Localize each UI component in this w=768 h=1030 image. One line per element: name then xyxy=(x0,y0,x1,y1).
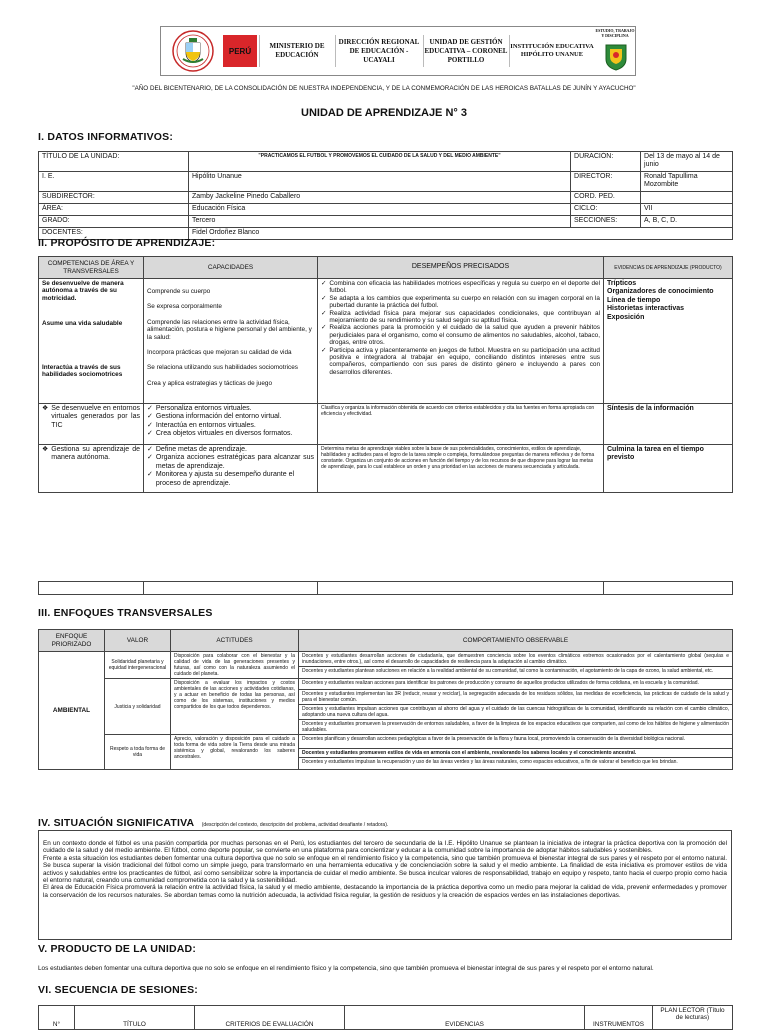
grado-label: GRADO: xyxy=(39,215,189,227)
tic-capacidades-cell xyxy=(144,404,318,445)
blank-cell xyxy=(604,582,733,595)
sesiones-header-plan-lector: PLAN LECTOR (Título de lecturas) xyxy=(653,1006,733,1030)
capacidades-cell xyxy=(144,279,318,404)
evidencia-item: Historietas interactivas xyxy=(607,305,685,313)
competencia-sociomotriz: Interactúa a través de sus habilidades sociomotrices xyxy=(42,363,123,379)
cord-label: CORD. PED. xyxy=(571,191,641,203)
sesiones-header-numero: N° xyxy=(39,1006,75,1030)
grado-value: Tercero xyxy=(189,215,571,227)
valor-justicia: Justicia y solidaridad xyxy=(105,679,171,735)
check-icon: ✓ xyxy=(321,294,327,302)
diamond-bullet-icon: ❖ xyxy=(42,446,49,453)
comportamiento-item: Docentes planifican y desarrollan acciones pedagógicas a favor de la preservación de la flora y fauna local, promoviendo la conservación de la diversidad biológica nacional. xyxy=(299,735,733,749)
situacion-paragraph: El área de Educación Física promoverá la relación entre la actividad física, la salud y el medio ambiente, destacando la importancia de la práctica deportiva como un medio para mejorar la calidad de vida, prevenir enfermedades y promover la conservación de los recursos naturales. Se abordan temas como la nutrición adecuada, la actividad física regular, la gestión de residuos y la creación de espacios verdes en las instalaciones deportivas. xyxy=(43,884,727,899)
tic-capacidad-text: Crea objetos virtuales en diversos formatos. xyxy=(155,430,293,438)
valor-solidaridad: Solidaridad planetaria y equidad intergeneracional xyxy=(105,652,171,679)
header-banner xyxy=(160,26,636,76)
proposito-header-competencias: COMPETENCIAS DE ÁREA Y TRANSVERSALES xyxy=(39,257,144,279)
tic-capacidad-text: Gestiona información del entorno virtual. xyxy=(155,413,282,421)
comportamiento-item: Docentes y estudiantes impulsan acciones que contribuyan al ahorro del agua y el cuidado de las cuencas hidrográficas de la comunidad, identificando su relación con el cambio climático, adoptando una nueva cultura del agua. xyxy=(299,705,733,720)
check-icon: ✓ xyxy=(321,309,327,317)
area-label: ÁREA: xyxy=(39,203,189,215)
capacidad-item: Se relaciona utilizando sus habilidades sociomotrices xyxy=(147,364,298,372)
comportamiento-item: Docentes y estudiantes plantean soluciones en relación a la realidad ambiental de su comunidad, tal como la contaminación, el agotamiento de la capa de ozono, la salud ambiental, etc. xyxy=(299,667,733,679)
desempeno-text: Participa activa y placenteramente en juegos de futbol. Muestra en su participación una actitud positiva e integradora al trabajar en equipo, conciliando distintos intereses entre sus compañeros, compartiendo con sus pares de distinto género e incluyendo a pares con desarrollos diferentes. xyxy=(329,346,600,376)
enfoques-table xyxy=(38,629,733,770)
tic-desempeno-cell: Clasifica y organiza la información obtenida de acuerdo con criterios establecidos y cita las fuentes en forma apropiada con eficiencia y efectividad. xyxy=(318,404,604,445)
tic-competencia-text: Se desenvuelve en entornos virtuales generados por las TIC xyxy=(51,405,141,429)
sesiones-table xyxy=(38,1005,733,1030)
check-icon: ✓ xyxy=(147,405,153,412)
check-icon: ✓ xyxy=(147,430,153,438)
area-value: Educación Física xyxy=(189,203,571,215)
desempeno-item xyxy=(321,347,600,377)
section-4-subtitle: (descripción del contexto, descripción del problema, actividad desafiante / retadora). xyxy=(201,822,389,828)
autonomo-capacidad-text: Monitorea y ajusta su desempeño durante el proceso de aprendizaje. xyxy=(155,471,295,487)
comportamiento-item: Docentes y estudiantes implementan las 3R (reducir, reusar y reciclar), la segregación adecuada de los residuos sólidos, las medidas de ecoeficiencia, las prácticas de cuidado de la salud y para el bienestar común. xyxy=(299,690,733,705)
section-4-heading xyxy=(38,813,388,831)
valor-header: VALOR xyxy=(105,630,171,652)
autonomo-capacidad-text: Define metas de aprendizaje. xyxy=(155,446,247,453)
desempeno-text: Realiza actividad física para mejorar sus capacidades condicionales, que contribuyan al mejoramiento de su rendimiento y su salud según su aptitud física. xyxy=(329,309,600,325)
section-2-title: II. PROPÓSITO DE APRENDIZAJE: xyxy=(38,237,216,249)
comportamiento-item: Docentes y estudiantes promueven la preservación de entornos saludables, a favor de la limpieza de los espacios educativos que comparten, así como de los hábitos de higiene y alimentación saludables. xyxy=(299,720,733,735)
check-icon: ✓ xyxy=(147,421,153,429)
blank-cell xyxy=(318,582,604,595)
proposito-header-desempenos: DESEMPEÑOS PRECISADOS xyxy=(318,257,604,279)
director-value: Ronald Tapullima Mozombite xyxy=(641,171,733,191)
autonomo-competencia-cell xyxy=(39,445,144,493)
school-logo-icon xyxy=(603,43,629,71)
autonomo-desempeno-cell: Determina metas de aprendizaje viables sobre la base de sus potencialidades, conocimientos, estilos de aprendizaje, habilidades y actitudes para el logro de la tarea simple o compleja, formulándose preguntas de manera reflexiva y de forma constante. Organiza un conjunto de acciones en función del tiempo y de los recursos de que dispone para lograr las metas de aprendizaje, para lo cual establece un orden y una prioridad en las acciones de manera secuenciada y articulada. xyxy=(318,445,604,493)
datos-table xyxy=(38,151,733,240)
ie-value: Hipólito Unanue xyxy=(189,171,571,191)
desempenos-cell xyxy=(318,279,604,404)
enfoque-ambiental-cell: AMBIENTAL xyxy=(39,652,105,770)
desempeno-text: Se adapta a los cambios que experimenta su cuerpo en relación con su imagen corporal en la pubertad durante la práctica del futbol. xyxy=(329,294,600,310)
sesiones-header-evidencias: EVIDENCIAS xyxy=(345,1006,585,1030)
proposito-table xyxy=(38,256,733,493)
diamond-bullet-icon: ❖ xyxy=(42,405,49,412)
secciones-value: A, B, C, D. xyxy=(641,215,733,227)
docentes-value: Fidel Ordoñez Blanco xyxy=(189,227,733,239)
evidencia-item: Organizadores de conocimiento xyxy=(607,288,714,296)
check-icon: ✓ xyxy=(321,324,327,332)
capacidad-item: Incorpora prácticas que mejoran su calidad de vida xyxy=(147,349,292,357)
ie-label: I. E. xyxy=(39,171,189,191)
autonomo-capacidades-cell xyxy=(144,445,318,493)
autonomo-evidencia-cell: Culmina la tarea en el tiempo previsto xyxy=(604,445,733,493)
producto-text: Los estudiantes deben fomentar una cultura deportiva que no solo se enfoque en el rendimiento físico y la competencia, sino que también promueva el bienestar integral de sus pares y el respeto por el entorno natural. xyxy=(38,965,654,972)
evidencia-item: Línea de tiempo xyxy=(607,296,661,304)
peru-text: PERÚ xyxy=(228,46,252,56)
comportamiento-item: Docentes y estudiantes impulsan la recuperación y uso de las áreas verdes y las áreas naturales, como espacios educativos, a fin de valorar el beneficio que les brindan. xyxy=(299,758,733,770)
ciclo-value: VII xyxy=(641,203,733,215)
titulo-label: TÍTULO DE LA UNIDAD: xyxy=(39,152,189,172)
tic-capacidad-text: Personaliza entornos virtuales. xyxy=(155,405,252,412)
duracion-label: DURACIÓN: xyxy=(571,152,641,172)
duracion-value: Del 13 de mayo al 14 de junio xyxy=(641,152,733,172)
cord-value xyxy=(641,191,733,203)
desempeno-item xyxy=(321,324,600,346)
comportamiento-item: Docentes y estudiantes promueven estilos de vida en armonía con el ambiente, revalorando los saberes locales y el conocimiento ancestral. xyxy=(299,749,733,758)
actitud-respeto: Aprecio, valoración y disposición para el cuidado a toda forma de vida sobre la Tierra desde una mirada sistémica y global, revalorando los saberes ancestrales. xyxy=(171,735,299,770)
year-title: "AÑO DEL BICENTENARIO, DE LA CONSOLIDACIÓN DE NUESTRA INDEPENDENCIA, Y DE LA CONMEMORACIÓN DE LAS HEROICAS BATALLAS DE JUNÍN Y AYACUCHO" xyxy=(132,85,636,92)
valor-respeto: Respeto a toda forma de vida xyxy=(105,735,171,770)
check-icon: ✓ xyxy=(321,346,327,354)
competencia-autonoma: Se desenvuelve de manera autónoma a través de su motricidad. xyxy=(42,280,124,302)
proposito-header-capacidades: CAPACIDADES xyxy=(144,257,318,279)
check-icon: ✓ xyxy=(147,454,153,462)
comportamiento-item: Docentes y estudiantes desarrollan acciones de ciudadanía, que demuestren conciencia sobre los eventos climáticos extremos ocasionados por el calentamiento global (sequías e inundaciones, entre otros.), así como el desarrollo de capacidades de resiliencia para la adaptación al cambio climático. xyxy=(299,652,733,667)
evidencia-item: Exposición xyxy=(607,313,645,321)
autonomo-capacidad-text: Organiza acciones estratégicas para alcanzar sus metas de aprendizaje. xyxy=(155,454,314,470)
competencia-saludable: Asume una vida saludable xyxy=(42,320,123,328)
section-6-title: VI. SECUENCIA DE SESIONES: xyxy=(38,984,199,996)
document-title: UNIDAD DE APRENDIZAJE N° 3 xyxy=(301,107,467,119)
tic-capacidad-text: Interactúa en entornos virtuales. xyxy=(155,421,256,429)
blank-row-table xyxy=(38,581,733,595)
situacion-paragraph: En un contexto donde el fútbol es una pasión compartida por muchas personas en el Perú, los estudiantes del tercero de secundaria de la I.E. Hipólito Unanue se plantean la iniciativa de integrar la práctica deportiva con la promoción del cuidado de la salud y del medio ambiente. El fútbol, como deporte popular, se convierte en una plataforma para concientizar y educar a la comunidad sobre la importancia de adoptar hábitos saludables y sostenibles. xyxy=(43,840,727,855)
direccion-box xyxy=(335,35,422,67)
ministerio-text: MINISTERIO DE EDUCACIÓN xyxy=(269,42,325,59)
director-label: DIRECTOR: xyxy=(571,171,641,191)
check-icon: ✓ xyxy=(147,446,153,453)
sesiones-header-instrumentos: INSTRUMENTOS xyxy=(585,1006,653,1030)
section-1-title: I. DATOS INFORMATIVOS: xyxy=(38,131,174,143)
subdirector-value: Zamby Jackeline Pinedo Caballero xyxy=(189,191,571,203)
peru-coat-of-arms-icon xyxy=(169,29,217,73)
direccion-text: DIRECCIÓN REGIONAL DE EDUCACIÓN - UCAYALI xyxy=(338,37,420,64)
section-4-title: IV. SITUACIÓN SIGNIFICATIVA xyxy=(38,817,195,829)
capacidad-item: Se expresa corporalmente xyxy=(147,303,222,311)
ministerio-box xyxy=(259,35,334,67)
capacidad-item: Crea y aplica estrategias y tácticas de juego xyxy=(147,379,273,387)
comportamiento-item: Docentes y estudiantes realizan acciones para identificar los patrones de producción y consumo de aquellos productos utilizados de forma cotidiana, en la escuela y la comunidad. xyxy=(299,679,733,690)
tic-evidencia-cell: Síntesis de la información xyxy=(604,404,733,445)
institucion-box xyxy=(509,35,594,67)
capacidad-item: Comprende las relaciones entre la actividad física, alimentación, postura e higiene personal y del ambiente, y la salud: xyxy=(147,318,312,341)
ugel-text: UNIDAD DE GESTIÓN EDUCATIVA – CORONEL PORTILLO xyxy=(424,37,508,64)
titulo-value: "PRACTICAMOS EL FUTBOL Y PROMOVEMOS EL CUIDADO DE LA SALUD Y DEL MEDIO AMBIENTE" xyxy=(189,152,571,172)
docentes-label: DOCENTES: xyxy=(39,227,189,239)
ciclo-label: CICLO: xyxy=(571,203,641,215)
actitud-solidaridad: Disposición para colaborar con el bienestar y la calidad de vida de las generaciones presentes y futuras, así como con la naturaleza asumiendo el cuidado del planeta. xyxy=(171,652,299,679)
peru-label xyxy=(223,35,257,67)
sesiones-header-criterios: CRITERIOS DE EVALUACIÓN xyxy=(195,1006,345,1030)
enfoque-header: ENFOQUE PRIORIZADO xyxy=(39,630,105,652)
evidencias-cell xyxy=(604,279,733,404)
ugel-box xyxy=(423,35,508,67)
check-icon: ✓ xyxy=(321,280,327,287)
subdirector-label: SUBDIRECTOR: xyxy=(39,191,189,203)
autonomo-competencia-text: Gestiona su aprendizaje de manera autónoma. xyxy=(51,446,140,462)
comportamiento-header: COMPORTAMIENTO OBSERVABLE xyxy=(299,630,733,652)
situacion-paragraph: Frente a esta situación los estudiantes deben fomentar una cultura deportiva que no solo se enfoque en el rendimiento físico y la competencia, sino que también promueva el bienestar integral de sus pares y el respeto por el entorno natural. Se busca superar la visión tradicional del fútbol como un simple juego, para transformarlo en una herramienta educativa y de concienciación sobre la salud y el medio ambiente. La finalidad de esta iniciativa es promover estilos de vida activos y saludables entre los practicantes de fútbol, así como sensibilizar sobre la importancia de cuidar el medio ambiente. Se busca inculcar valores de responsabilidad, trabajo en equipo y respeto, tanto hacia el cuerpo propio como hacia el entorno natural, creando una comunidad comprometida con la salud y la sostenibilidad. xyxy=(43,854,727,885)
section-5-title: V. PRODUCTO DE LA UNIDAD: xyxy=(38,943,197,955)
secciones-label: SECCIONES: xyxy=(571,215,641,227)
sesiones-header-titulo: TÍTULO xyxy=(75,1006,195,1030)
desempeno-text: Combina con eficacia las habilidades motrices específicas y regula su cuerpo en el deporte del futbol. xyxy=(329,280,600,295)
desempeno-item xyxy=(321,310,600,325)
blank-cell xyxy=(39,582,144,595)
situacion-box xyxy=(38,830,732,940)
section-3-title: III. ENFOQUES TRANSVERSALES xyxy=(38,607,213,619)
actitud-justicia: Disposición a evaluar los impactos y costos ambientales de las acciones y actividades cotidianas, y a actuar en beneficio de todas las personas, así como de los sistemas, instituciones y medios compartidos de los que todos dependemos. xyxy=(171,679,299,735)
desempeno-text: Realiza acciones para la promoción y el cuidado de la salud que ayuden a prevenir hábitos perjudiciales para el organismo, como el consumo de alimentos no saludables, alcohol, tabaco, drogas, entre otros. xyxy=(329,324,600,347)
check-icon: ✓ xyxy=(147,413,153,421)
blank-cell xyxy=(144,582,318,595)
institucion-text: INSTITUCIÓN EDUCATIVA HIPÓLITO UNANUE xyxy=(510,43,594,58)
desempeno-item xyxy=(321,280,600,295)
evidencia-item: Trípticos xyxy=(607,280,637,287)
capacidad-item: Comprende su cuerpo xyxy=(147,288,211,295)
proposito-header-evidencias: EVIDENCIAS DE APRENDIZAJE (PRODUCTO) xyxy=(604,257,733,279)
check-icon: ✓ xyxy=(147,471,153,479)
tic-competencia-cell xyxy=(39,404,144,445)
competencias-cell xyxy=(39,279,144,404)
actitudes-header: ACTITUDES xyxy=(171,630,299,652)
lema-text: ESTUDIO, TRABAJO Y DISCIPLINA xyxy=(595,28,635,38)
desempeno-item xyxy=(321,295,600,310)
